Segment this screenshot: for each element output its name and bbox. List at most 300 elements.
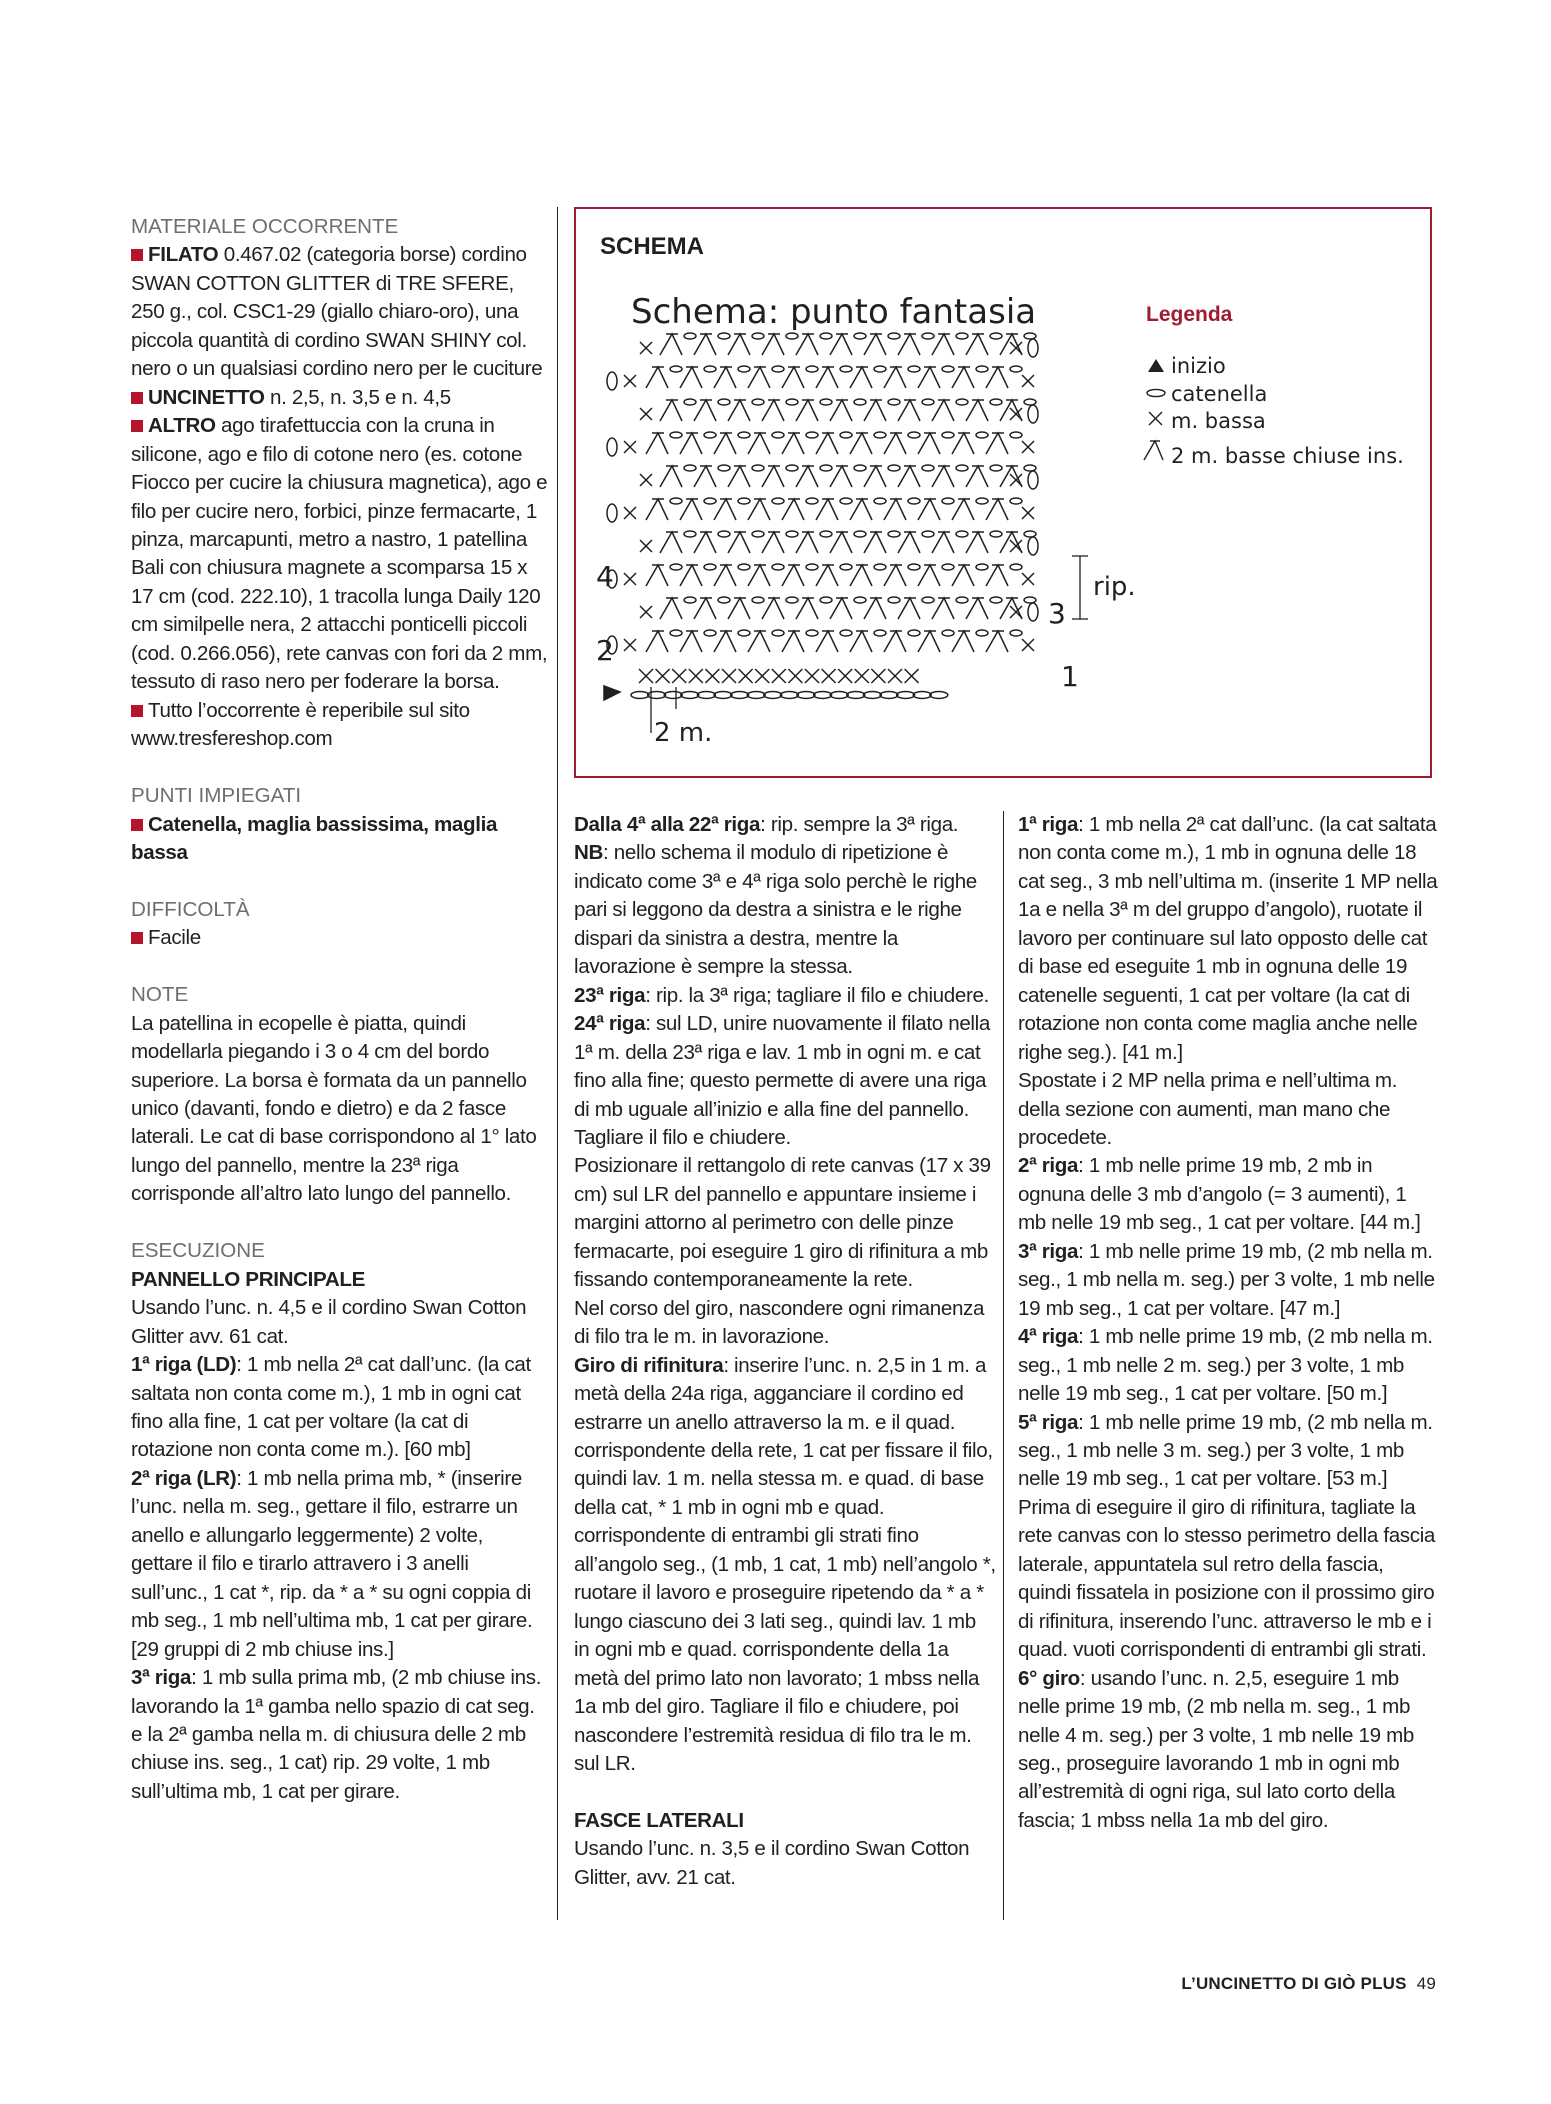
stitch-decrease [796,532,818,553]
row-label-1: 1 [1061,660,1079,693]
stitch-chain [786,531,798,537]
stitch-decrease [884,631,906,652]
stitch-chain [820,531,832,537]
stitch-chain [874,630,886,636]
stitch-chain [752,597,764,603]
column-middle [574,811,996,1892]
stitch-decrease [714,565,736,586]
stitch-chain [718,465,730,471]
stitch-decrease [918,565,940,586]
stitch-decrease [728,598,750,619]
stitch-decrease [932,466,954,487]
stitch-chain [1028,537,1038,555]
stitch-decrease [714,433,736,454]
crochet-diagram [576,209,1429,775]
difficulty-heading: DIFFICOLTÀ [131,897,250,921]
stitch-decrease [850,499,872,520]
stitch-decrease [952,367,974,388]
stitch-chain [806,630,818,636]
stitch-chain [840,432,852,438]
stitch-decrease [952,565,974,586]
stitch-chain [1028,339,1038,357]
finishing-round: Giro di rifinitura: inserire l’unc. n. 2,5 in 1 m. a metà della 24a riga, agganciare il cordino ed estrarre un anello attraverso la m. e il quad. corrispondente della rete, 1 cat per fissare il filo, quindi lav. 1 m. nella stessa m. e quad. di base della cat, * 1 mb in ogni mb e quad. corrispondente di entrambi gli strati fino all’angolo seg., (1 mb, 1 cat, 1 mb) nell’angolo *, ruotare il lavoro e proseguire ripetendo da * a * lungo ciascuno dei 3 lati seg., quindi lav. 1 mb in ogni mb e quad. corrispondente della 1a metà del primo lato non lavorato; 1 mbss nella 1a mb del giro. Tagliare il filo e chiudere, poi nascondere l’estremità residua di filo tra le m. sul LR. [574,1353,996,1775]
stitch-chain [922,333,934,339]
stitch-decrease [830,334,852,355]
bullet-square-icon [131,392,143,404]
stitch-chain [704,432,716,438]
stitch-chain [1024,597,1036,603]
stitch-chain [670,498,682,504]
stitch-decrease [680,631,702,652]
side-row5-note: Prima di eseguire il giro di rifinitura, tagliate la rete canvas con lo stesso perimetro della fascia laterale, appuntatela sul retro della fascia, quindi fissatela in posizione con il prossimo giro di rifinitura, inserendo l’unc. attraverso le mb e i quad. vuoti corrispondenti di entrambi gli strati. [1018,1495,1436,1662]
stitch-chain [786,333,798,339]
stitch-chain [908,498,920,504]
stitch-chain [820,465,832,471]
stitch-chain [607,504,617,522]
stitch-chain [1010,498,1022,504]
stitch-chain [1028,603,1038,621]
wedge-icon [1144,441,1163,460]
canvas-positioning: Posizionare il rettangolo di rete canvas (17 x 39 cm) sul LR del pannello e appuntare insieme i margini attorno al perimetro con delle pinze fermacarte, poi eseguire 1 giro di rifinitura a mb fissando contemporaneamente la rete. [574,1154,991,1292]
stitch-chain [684,465,696,471]
stitch-decrease [748,631,770,652]
stitch-decrease [898,334,920,355]
stitch-chain [684,597,696,603]
stitch-chain [797,692,815,699]
column-right [1018,811,1438,1835]
side-panels-intro: Usando l’unc. n. 3,5 e il cordino Swan Cotton Glitter, avv. 21 cat. [574,1837,970,1889]
stitch-chain [874,366,886,372]
panel-intro: Usando l’unc. n. 4,5 e il cordino Swan Cotton Glitter avv. 61 cat. [131,1296,527,1348]
stitch-chain [874,564,886,570]
stitch-chain [772,564,784,570]
stitch-decrease [748,367,770,388]
stitch-chain [908,564,920,570]
stitch-decrease [782,631,804,652]
stitch-decrease [646,499,668,520]
bullet-square-icon [131,819,143,831]
execution-heading: ESECUZIONE [131,1239,265,1263]
repeat-bracket [1072,556,1088,619]
stitch-decrease [796,598,818,619]
stitch-decrease [680,433,702,454]
column-left [131,213,549,1806]
stitch-chain [956,333,968,339]
stitch-chain [990,399,1002,405]
stitch-decrease [660,400,682,421]
stitch-decrease [680,499,702,520]
stitch-chain [888,597,900,603]
stitch-chain [908,366,920,372]
stitch-chain [718,399,730,405]
stitch-chain [1028,471,1038,489]
stitch-chain [738,564,750,570]
stitch-chain [930,692,948,699]
stitch-chain [922,531,934,537]
stitch-chain [922,465,934,471]
instruction-row1: 1ª riga (LD): 1 mb nella 2ª cat dall’unc. (la cat saltata non conta come m.), 1 mb in ogni cat fino alla fine, 1 cat per voltare (la cat di rotazione non conta come m.). [60 mb] [131,1353,531,1462]
stitch-chain [1024,465,1036,471]
stitch-chain [731,692,749,699]
stitch-chain [607,438,617,456]
stitch-chain [942,432,954,438]
stitch-chain [956,531,968,537]
stitch-decrease [816,631,838,652]
stitch-chain [718,333,730,339]
materials-heading: MATERIALE OCCORRENTE [131,215,399,238]
row-23: 23ª riga: rip. la 3ª riga; tagliare il filo e chiudere. [574,983,989,1007]
materials-other: ALTRO ago tirafettuccia con la cruna in silicone, ago e filo di cotone nero (es. cotone Fiocco per cucire la chiusura magnetica), ago e filo per cucire nero, forbici, pinze fermacarte, 1 pinza, marcapunti, metro a nastro, 1 patellina Bali con chiusura magnete a scomparsa 15 x 17 cm (cod. 222.10), 1 tracolla lunga Daily 120 cm similpelle nera, 2 attacchi ponticelli piccoli (cod. 0.266.056), rete canvas con fori da 2 mm, tessuto di raso nero per foderare la borsa. [131,414,548,694]
stitch-chain [913,692,931,699]
stitch-chain [956,597,968,603]
stitch-chain [738,366,750,372]
stitch-chain [648,692,666,699]
stitch-decrease [986,433,1008,454]
stitch-chain [704,564,716,570]
nb-note: NB: nello schema il modulo di ripetizione è indicato come 3ª e 4ª riga solo perchè le righe pari si leggono da destra a sinistra e le righe dispari da sinistra a destra, mentre la lavorazione è sempre la stessa. [574,841,977,979]
stitch-chain [854,597,866,603]
stitch-decrease [748,499,770,520]
stitch-chain [854,531,866,537]
stitch-decrease [728,334,750,355]
rows-4-22: Dalla 4ª alla 22ª riga: rip. sempre la 3ª riga. [574,813,959,836]
stitch-decrease [830,598,852,619]
stitch-chain [664,692,682,699]
stitch-decrease [932,334,954,355]
stitch-decrease [646,367,668,388]
stitch-decrease [864,334,886,355]
stitch-chain [990,465,1002,471]
stitch-chain [738,630,750,636]
stitch-chain [670,630,682,636]
stitch-chain [880,692,898,699]
stitch-chain [738,432,750,438]
stitch-chain [718,597,730,603]
stitch-decrease [864,598,886,619]
stitch-chain [1024,531,1036,537]
stitch-chain [1010,630,1022,636]
two-stitch-label: 2 m. [654,718,713,748]
stitch-decrease [986,367,1008,388]
stitch-chain [704,498,716,504]
stitch-chain [814,692,832,699]
hide-ends: Nel corso del giro, nascondere ogni rimanenza di filo tra le m. in lavorazione. [574,1296,985,1349]
stitch-chain [854,399,866,405]
stitch-chain [631,692,649,699]
side-panels-heading: FASCE LATERALI [574,1808,744,1832]
page-number: 49 [1416,1974,1436,1993]
stitch-decrease [986,499,1008,520]
stitch-chain [1010,432,1022,438]
stitch-decrease [714,367,736,388]
stitch-chain [990,597,1002,603]
stitch-chain [888,333,900,339]
stitch-chain [922,597,934,603]
stitch-decrease [864,532,886,553]
side-row5: 5ª riga: 1 mb nelle prime 19 mb, (2 mb nella m. seg., 1 mb nelle 3 m. seg.) per 3 volte, 1 mb nelle 19 mb seg., 1 cat per voltare. [53 m.] [1018,1410,1433,1491]
side-row1-note: Spostate i 2 MP nella prima e nell’ultima m. della sezione con aumenti, man mano che procedete. [1018,1069,1398,1149]
stitch-decrease [796,466,818,487]
stitch-decrease [816,565,838,586]
stitch-chain [888,465,900,471]
stitch-decrease [646,631,668,652]
stitch-decrease [816,499,838,520]
stitch-decrease [884,565,906,586]
stitch-chain [764,692,782,699]
stitch-decrease [762,598,784,619]
bullet-square-icon [131,705,143,717]
column-divider-2 [1003,811,1004,1920]
bullet-square-icon [131,932,143,944]
stitch-chain [830,692,848,699]
stitch-decrease [898,466,920,487]
stitch-decrease [694,334,716,355]
stitch-chain [908,432,920,438]
stitch-decrease [660,598,682,619]
stitch-chain [772,432,784,438]
stitch-decrease [714,499,736,520]
stitch-decrease [694,400,716,421]
stitch-decrease [728,466,750,487]
stitch-decrease [782,499,804,520]
stitch-decrease [952,631,974,652]
stitch-decrease [782,367,804,388]
magazine-name: L’UNCINETTO DI GIÒ PLUS [1181,1974,1407,1993]
stitch-decrease [782,565,804,586]
stitch-chain [704,366,716,372]
stitch-decrease [864,466,886,487]
stitch-decrease [918,499,940,520]
stitch-chain [1024,399,1036,405]
stitch-chain [806,366,818,372]
stitch-decrease [680,565,702,586]
stitch-chain [786,597,798,603]
stitch-chain [1024,333,1036,339]
stitch-decrease [816,433,838,454]
stitch-decrease [966,334,988,355]
stitch-chain [976,630,988,636]
stitch-chain [976,564,988,570]
stitch-decrease [660,466,682,487]
stitch-decrease [986,565,1008,586]
materials-hook: UNCINETTO n. 2,5, n. 3,5 e n. 4,5 [131,384,549,412]
stitch-chain [863,692,881,699]
stitch-chain [772,498,784,504]
stitch-chain [1010,564,1022,570]
stitch-chain [820,597,832,603]
stitch-chain [942,564,954,570]
stitch-chain [942,366,954,372]
stitch-decrease [694,598,716,619]
side-row3: 3ª riga: 1 mb nelle prime 19 mb, (2 mb nella m. seg., 1 mb nella m. seg.) per 3 volte, 1 mb nelle 19 mb seg., 1 cat per voltare. [47 m.] [1018,1239,1435,1320]
legend-chain: catenella [1171,382,1268,406]
stitch-decrease [918,631,940,652]
stitch-decrease [660,532,682,553]
stitch-chain [820,399,832,405]
side-round6: 6° giro: usando l’unc. n. 2,5, eseguire 1 mb nelle prime 19 mb, (2 mb nella m. seg., 1 mb nelle 4 m. seg.) per 3 volte, 1 mb nelle 19 mb seg., proseguire lavorando 1 mb in ogni mb all’estremità di ogni riga, sul lato corto della fascia; 1 mbss nella 1a mb del giro. [1018,1666,1414,1832]
stitch-chain [772,366,784,372]
side-row2: 2ª riga: 1 mb nelle prime 19 mb, 2 mb in ognuna delle 3 mb d’angolo (= 3 aumenti), 1 mb nelle 19 mb seg., 1 cat per voltare. [44 m.] [1018,1154,1421,1235]
stitch-chain [956,399,968,405]
stitch-chain [840,630,852,636]
stitch-decrease [884,433,906,454]
start-arrow [604,686,620,700]
stitch-chain [752,399,764,405]
stitch-chain [956,465,968,471]
stitch-decrease [966,532,988,553]
stitch-chain [806,498,818,504]
difficulty-level: Facile [131,924,549,952]
stitch-decrease [932,400,954,421]
stitch-decrease [952,499,974,520]
row-24: 24ª riga: sul LD, unire nuovamente il filato nella 1ª m. della 23ª riga e lav. 1 mb in ogni m. e cat fino alla fine; questo permette di avere una riga di mb uguale all’inizio e alla fine del pannello. Tagliare il filo e chiudere. [574,1012,990,1149]
stitch-decrease [966,400,988,421]
stitches-list: Catenella, maglia bassissima, maglia bassa [131,812,498,864]
stitch-decrease [850,367,872,388]
stitch-chain [840,564,852,570]
stitch-decrease [660,334,682,355]
stitch-decrease [762,466,784,487]
stitch-decrease [986,631,1008,652]
stitch-decrease [748,565,770,586]
column-divider [557,207,558,1920]
stitch-decrease [884,367,906,388]
stitch-decrease [898,400,920,421]
stitch-decrease [966,598,988,619]
stitch-decrease [728,532,750,553]
legend-sc: m. bassa [1171,409,1266,433]
stitch-chain [976,432,988,438]
stitch-chain [718,531,730,537]
stitch-chain [670,564,682,570]
row-label-3: 3 [1048,597,1066,630]
stitch-decrease [748,433,770,454]
stitch-chain [840,498,852,504]
stitch-chain [786,465,798,471]
stitch-chain [942,630,954,636]
row-label-2: 2 [596,634,614,667]
stitch-decrease [762,532,784,553]
stitch-chain [854,465,866,471]
stitch-chain [897,692,915,699]
stitch-decrease [898,598,920,619]
stitch-decrease [898,532,920,553]
stitch-chain [1010,366,1022,372]
stitch-decrease [646,433,668,454]
legend-title: Legenda [1146,303,1233,326]
stitch-decrease [830,466,852,487]
stitch-chain [820,333,832,339]
stitch-chain [1028,405,1038,423]
stitch-chain [684,399,696,405]
stitch-chain [888,399,900,405]
materials-shop: Tutto l’occorrente è reperibile sul sito www.tresfereshop.com [131,698,470,751]
stitch-chain [942,498,954,504]
stitch-chain [752,465,764,471]
stitch-chain [684,333,696,339]
triangle-icon [1148,359,1164,372]
stitch-chain [990,333,1002,339]
notes-text: La patellina in ecopelle è piatta, quindi modellarla piegando i 3 o 4 cm del bordo superiore. La borsa è formata da un pannello unico (davanti, fondo e dietro) e da 2 fasce laterali. Le cat di base corrispondono al 1° lato lungo del pannello, mentre la 23ª riga corrisponde all’altro lato lungo del pannello. [131,1011,537,1206]
stitch-decrease [714,631,736,652]
stitch-chain [772,630,784,636]
stitch-decrease [816,367,838,388]
materials-yarn: FILATO 0.467.02 (categoria borse) cordino SWAN COTTON GLITTER di TRE SFERE, 250 g., col. CSC1-29 (giallo chiaro-oro), una piccola quantità di cordino SWAN SHINY col. nero o un qualsiasi cordino nero per le cuciture [131,243,543,381]
oval-icon [1147,389,1165,396]
diagram-title: Schema: punto fantasia [631,292,1037,332]
stitch-chain [684,531,696,537]
stitch-chain [976,498,988,504]
cross-icon [1149,412,1162,425]
stitch-decrease [850,565,872,586]
stitch-decrease [864,400,886,421]
stitch-chain [854,333,866,339]
stitch-decrease [646,565,668,586]
stitch-decrease [680,367,702,388]
stitch-decrease [966,466,988,487]
stitch-chain [681,692,699,699]
stitch-chain [607,372,617,390]
repeat-label: rip. [1093,572,1136,602]
stitch-chain [888,531,900,537]
stitch-chain [840,366,852,372]
stitch-decrease [918,433,940,454]
stitch-decrease [932,532,954,553]
stitch-chain [874,498,886,504]
stitch-chain [874,432,886,438]
stitch-decrease [796,400,818,421]
stitch-chain [704,630,716,636]
stitch-decrease [694,466,716,487]
schema-box [574,207,1432,778]
stitch-decrease [952,433,974,454]
stitch-decrease [884,499,906,520]
stitch-chain [780,692,798,699]
stitch-decrease [850,433,872,454]
stitch-chain [847,692,865,699]
stitch-chain [990,531,1002,537]
stitch-decrease [762,334,784,355]
stitch-decrease [782,433,804,454]
stitch-chain [752,531,764,537]
row-label-4: 4 [596,560,614,593]
stitch-decrease [830,532,852,553]
stitch-chain [786,399,798,405]
stitch-chain [908,630,920,636]
diagram-stitches [604,333,1038,700]
bullet-square-icon [131,420,143,432]
stitch-chain [806,432,818,438]
stitch-chain [976,366,988,372]
stitch-decrease [850,631,872,652]
instruction-row3: 3ª riga: 1 mb sulla prima mb, (2 mb chiuse ins. lavorando la 1ª gamba nello spazio di cat seg. e la 2ª gamba nella m. di chiusura delle 2 mb chiuse ins. seg., 1 cat) rip. 29 volte, 1 mb sull’ultima mb, 1 cat per girare. [131,1666,542,1803]
side-row4: 4ª riga: 1 mb nelle prime 19 mb, (2 mb nella m. seg., 1 mb nelle 2 m. seg.) per 3 volte, 1 mb nelle 19 mb seg., 1 cat per voltare. [50 m.] [1018,1325,1433,1406]
stitch-chain [806,564,818,570]
page-footer [1181,1974,1436,1994]
legend-start: inizio [1171,354,1226,378]
stitch-chain [670,366,682,372]
stitches-heading: PUNTI IMPIEGATI [131,784,302,808]
stitch-chain [670,432,682,438]
notes-heading: NOTE [131,983,189,1007]
stitch-decrease [762,400,784,421]
stitch-chain [738,498,750,504]
legend-dec: 2 m. basse chiuse ins. [1171,444,1404,468]
stitch-decrease [694,532,716,553]
stitch-decrease [830,400,852,421]
schema-heading: SCHEMA [600,233,705,260]
stitch-chain [714,692,732,699]
